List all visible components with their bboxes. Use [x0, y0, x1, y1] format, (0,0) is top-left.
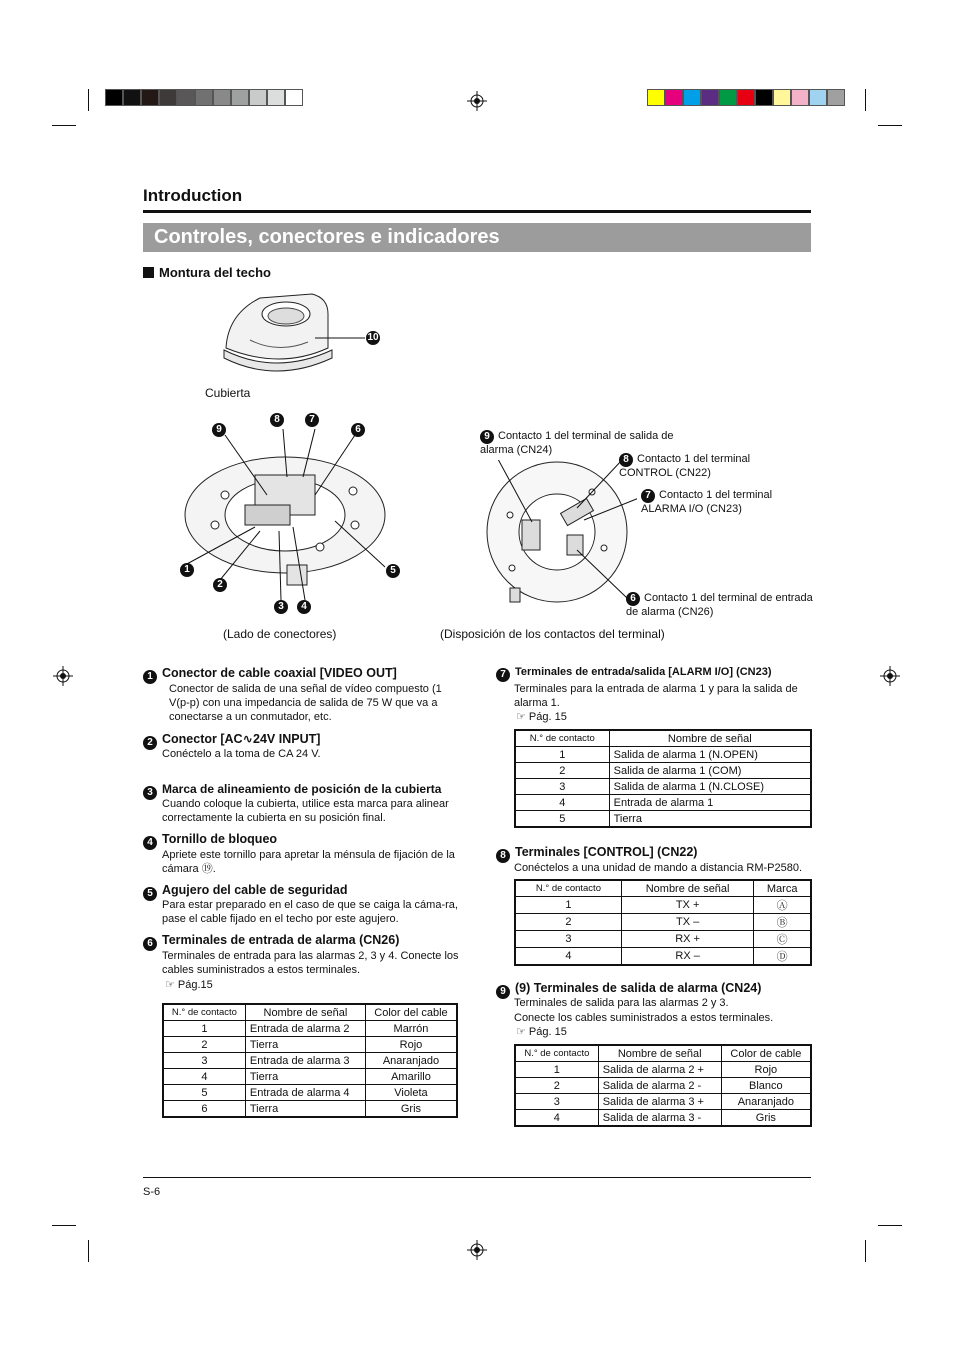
- cover-label: Cubierta: [205, 386, 251, 400]
- table-cell: 3: [515, 1094, 598, 1110]
- table-cell: 1: [515, 1062, 598, 1078]
- table-header-row: [515, 880, 811, 897]
- table-row: [163, 1101, 457, 1118]
- table-row: [163, 1053, 457, 1069]
- gray-swatch: [249, 89, 267, 106]
- table-cell: 3: [163, 1053, 245, 1069]
- footer-rule: [143, 1177, 811, 1178]
- connector-side-illustration: [175, 415, 425, 625]
- table-cell: TX –: [621, 914, 753, 931]
- item-3-title: 3 Marca de alineamiento de posición de la cubierta: [143, 782, 441, 800]
- callout-2-icon: 2: [213, 578, 227, 592]
- color-swatch: [719, 89, 737, 106]
- table-row: [515, 1110, 811, 1127]
- gray-swatch: [213, 89, 231, 106]
- table-cell: RX +: [621, 931, 753, 948]
- num-9-icon: 9: [480, 430, 494, 444]
- num-6-icon: 6: [143, 937, 157, 951]
- figure-caption-right: (Disposición de los contactos del terminal): [440, 627, 665, 641]
- item-2-body: Conéctelo a la toma de CA 24 V.: [162, 748, 321, 760]
- cn26-table: [162, 1003, 458, 1118]
- table-cell: Blanco: [721, 1078, 811, 1094]
- terminal-note-8: 8 Contacto 1 del terminal CONTROL (CN22): [619, 453, 751, 479]
- terminal-note-9: 9 Contacto 1 del terminal de salida de alarma (CN24): [480, 430, 674, 456]
- table-cell: Salida de alarma 1 (COM): [609, 763, 811, 779]
- item-4-title: 4 Tornillo de bloqueo: [143, 832, 277, 850]
- table-cell: Anaranjado: [365, 1053, 457, 1069]
- column-header: Nombre de señal: [598, 1045, 721, 1062]
- terminal-note-6: 6 Contacto 1 del terminal de entrada de alarma (CN26): [626, 592, 813, 618]
- item-5-title: 5 Agujero del cable de seguridad: [143, 883, 347, 901]
- divider: [143, 210, 811, 213]
- item-5-body: Para estar preparado en el caso de que se caiga la cáma-ra, pase el cable fijado en el techo por este agujero.: [162, 899, 458, 925]
- table-cell: TX +: [621, 897, 753, 914]
- gray-swatch: [195, 89, 213, 106]
- table-cell: 4: [163, 1069, 245, 1085]
- table-cell: 1: [515, 897, 621, 914]
- item-4-body: Apriete este tornillo para apretar la ménsula de fijación de la cámara ⑲.: [162, 849, 455, 875]
- num-6-icon: 6: [626, 592, 640, 606]
- gray-swatch: [105, 89, 123, 106]
- color-swatch: [647, 89, 665, 106]
- callout-7-icon: 7: [305, 413, 319, 427]
- column-header: N.° de contacto: [515, 880, 621, 897]
- column-header: N.° de contacto: [163, 1004, 245, 1021]
- table-cell: 5: [163, 1085, 245, 1101]
- num-7-icon: 7: [496, 668, 510, 682]
- table-cell: 2: [515, 914, 621, 931]
- table-cell: Tierra: [245, 1069, 365, 1085]
- table-row: [515, 931, 811, 948]
- column-header: Color de cable: [721, 1045, 811, 1062]
- num-8-icon: 8: [619, 453, 633, 467]
- table-cell: Entrada de alarma 1: [609, 795, 811, 811]
- table-row: [163, 1085, 457, 1101]
- table-cell: Entrada de alarma 3: [245, 1053, 365, 1069]
- item-6-body: Terminales de entrada para las alarmas 2, 3 y 4. Conecte los cables suministrados a estos terminales.: [162, 950, 459, 976]
- table-cell: 1: [163, 1021, 245, 1037]
- num-4-icon: 4: [143, 836, 157, 850]
- page-banner: [143, 223, 811, 252]
- color-swatch: [809, 89, 827, 106]
- registration-mark-icon: [53, 666, 73, 686]
- item-9-title: 9 (9) Terminales de salida de alarma (CN24): [496, 981, 761, 999]
- cn23-table: [514, 729, 812, 828]
- table-cell: Salida de alarma 1 (N.OPEN): [609, 747, 811, 763]
- table-row: [163, 1037, 457, 1053]
- crop-mark: [88, 89, 89, 111]
- color-swatch: [791, 89, 809, 106]
- table-row: [515, 747, 811, 763]
- column-header: N.° de contacto: [515, 730, 609, 747]
- section-title: Introduction: [143, 186, 243, 205]
- cn24-table: [514, 1044, 812, 1127]
- column-header: Nombre de señal: [621, 880, 753, 897]
- table-cell: Tierra: [245, 1101, 365, 1118]
- table-row: [515, 897, 811, 914]
- column-header: Nombre de señal: [245, 1004, 365, 1021]
- table-cell: 4: [515, 948, 621, 966]
- table-row: [515, 1078, 811, 1094]
- table-row: [515, 763, 811, 779]
- page-title: Controles, conectores e indicadores: [154, 226, 500, 248]
- crop-mark: [865, 1240, 866, 1262]
- table-cell: 4: [515, 1110, 598, 1127]
- page-number: S-6: [143, 1186, 161, 1198]
- table-header-row: [515, 1045, 811, 1062]
- table-row: [163, 1069, 457, 1085]
- table-cell: Salida de alarma 2 +: [598, 1062, 721, 1078]
- crop-mark: [52, 1225, 76, 1226]
- item-7-title: 7 Terminales de entrada/salida [ALARM I/O] (CN23): [496, 666, 772, 682]
- registration-mark-icon: [880, 666, 900, 686]
- color-swatch: [773, 89, 791, 106]
- table-row: [515, 795, 811, 811]
- cn22-table: [514, 879, 812, 966]
- table-cell: Amarillo: [365, 1069, 457, 1085]
- table-cell: Tierra: [609, 811, 811, 828]
- color-swatch: [737, 89, 755, 106]
- table-cell: Gris: [365, 1101, 457, 1118]
- color-swatch: [755, 89, 773, 106]
- table-cell: Salida de alarma 3 +: [598, 1094, 721, 1110]
- item-8-title: 8 Terminales [CONTROL] (CN22): [496, 845, 697, 863]
- gray-swatch: [267, 89, 285, 106]
- table-cell: Ⓒ: [754, 931, 811, 948]
- table-cell: Rojo: [365, 1037, 457, 1053]
- gray-swatch: [141, 89, 159, 106]
- table-cell: Salida de alarma 2 -: [598, 1078, 721, 1094]
- table-cell: Tierra: [245, 1037, 365, 1053]
- num-1-icon: 1: [143, 670, 157, 684]
- table-header-row: [515, 730, 811, 747]
- square-bullet-icon: [143, 267, 154, 278]
- table-cell: Ⓑ: [754, 914, 811, 931]
- item-6-title: 6 Terminales de entrada de alarma (CN26): [143, 933, 399, 951]
- item-1-body: Conector de salida de una señal de vídeo compuesto (1 V(p-p) con una impedancia de salida de 75 W que va a conectarse a un conmutador, etc.: [169, 683, 442, 723]
- table-cell: Entrada de alarma 2: [245, 1021, 365, 1037]
- table-row: [515, 811, 811, 828]
- item-7-page-ref: ☞ Pág. 15: [516, 711, 567, 723]
- terminal-note-7: 7 Contacto 1 del terminal ALARMA I/O (CN23): [641, 489, 773, 515]
- table-cell: Gris: [721, 1110, 811, 1127]
- column-header: Nombre de señal: [609, 730, 811, 747]
- item-7-body: Terminales para la entrada de alarma 1 y para la salida de alarma 1.: [514, 683, 798, 709]
- table-cell: Ⓐ: [754, 897, 811, 914]
- gray-swatch: [177, 89, 195, 106]
- callout-5-icon: 5: [386, 564, 400, 578]
- crop-mark: [52, 125, 76, 126]
- crop-mark: [88, 1240, 89, 1262]
- callout-4-icon: 4: [297, 600, 311, 614]
- crop-mark: [865, 89, 866, 111]
- item-6-page-ref: ☞ Pág.15: [165, 979, 213, 991]
- gray-swatch: [231, 89, 249, 106]
- crop-mark: [878, 1225, 902, 1226]
- table-cell: Rojo: [721, 1062, 811, 1078]
- item-1-title: 1 Conector de cable coaxial [VIDEO OUT]: [143, 666, 397, 684]
- table-row: [515, 914, 811, 931]
- registration-mark-icon: [467, 91, 487, 111]
- callout-8-icon: 8: [270, 413, 284, 427]
- column-header: Marca: [754, 880, 811, 897]
- callout-1-icon: 1: [180, 563, 194, 577]
- table-cell: Salida de alarma 3 -: [598, 1110, 721, 1127]
- column-header: N.° de contacto: [515, 1045, 598, 1062]
- gray-swatch: [159, 89, 177, 106]
- table-cell: 1: [515, 747, 609, 763]
- gray-swatch: [285, 89, 303, 106]
- column-header: Color del cable: [365, 1004, 457, 1021]
- table-header-row: [163, 1004, 457, 1021]
- table-row: [515, 1062, 811, 1078]
- table-cell: Anaranjado: [721, 1094, 811, 1110]
- table-cell: Marrón: [365, 1021, 457, 1037]
- num-2-icon: 2: [143, 736, 157, 750]
- item-3-body: Cuando coloque la cubierta, utilice esta marca para alinear correctamente la cubierta en su posición final.: [162, 798, 449, 824]
- color-swatch: [827, 89, 845, 106]
- gray-swatch: [123, 89, 141, 106]
- table-row: [515, 1094, 811, 1110]
- table-cell: 2: [515, 1078, 598, 1094]
- num-9-icon: 9: [496, 985, 510, 999]
- color-swatch: [701, 89, 719, 106]
- item-9-body-2: Conecte los cables suministrados a estos terminales.: [514, 1012, 774, 1024]
- table-cell: 2: [515, 763, 609, 779]
- item-8-body: Conéctelos a una unidad de mando a distancia RM-P2580.: [514, 862, 803, 874]
- item-9-page-ref: ☞ Pág. 15: [516, 1026, 567, 1038]
- table-cell: 3: [515, 931, 621, 948]
- callout-10-icon: 10: [367, 332, 379, 343]
- callout-3-icon: 3: [274, 600, 288, 614]
- subsection-heading: Montura del techo: [143, 265, 271, 280]
- item-9-body: Terminales de salida para las alarmas 2 y 3.: [514, 997, 729, 1009]
- num-7-icon: 7: [641, 489, 655, 503]
- num-5-icon: 5: [143, 887, 157, 901]
- num-3-icon: 3: [143, 786, 157, 800]
- table-row: [515, 779, 811, 795]
- table-cell: 2: [163, 1037, 245, 1053]
- table-cell: Salida de alarma 1 (N.CLOSE): [609, 779, 811, 795]
- table-row: [515, 948, 811, 966]
- table-cell: RX –: [621, 948, 753, 966]
- terminal-layout-illustration: [482, 460, 637, 610]
- item-2-title: 2 Conector [AC∿24V INPUT]: [143, 731, 320, 750]
- crop-mark: [878, 125, 902, 126]
- num-8-icon: 8: [496, 849, 510, 863]
- color-swatch: [665, 89, 683, 106]
- table-cell: Violeta: [365, 1085, 457, 1101]
- table-cell: 4: [515, 795, 609, 811]
- registration-mark-icon: [467, 1240, 487, 1260]
- figure-caption-left: (Lado de conectores): [223, 627, 337, 641]
- callout-9-icon: 9: [212, 423, 226, 437]
- color-swatch: [683, 89, 701, 106]
- table-cell: Ⓓ: [754, 948, 811, 966]
- table-cell: 6: [163, 1101, 245, 1118]
- table-cell: Entrada de alarma 4: [245, 1085, 365, 1101]
- table-row: [163, 1021, 457, 1037]
- table-cell: 3: [515, 779, 609, 795]
- callout-6-icon: 6: [351, 423, 365, 437]
- table-cell: 5: [515, 811, 609, 828]
